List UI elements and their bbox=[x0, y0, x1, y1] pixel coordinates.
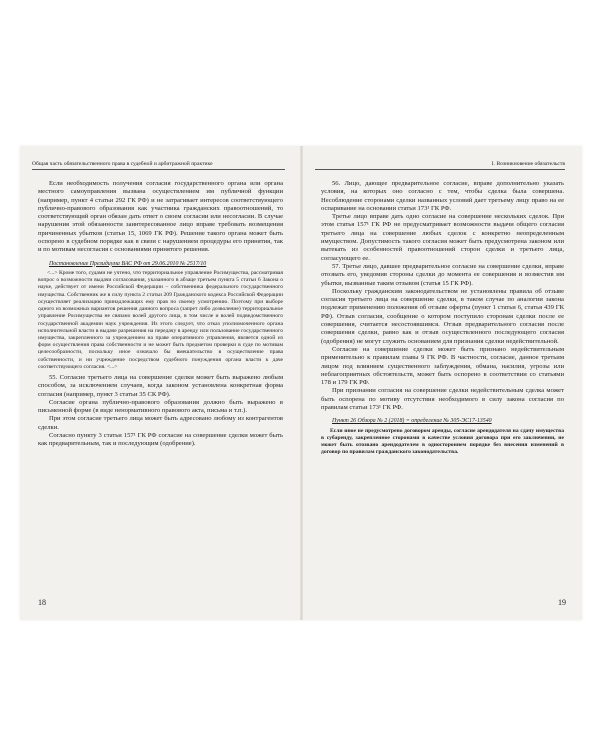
left-running-head: Общая часть обязательственного права в судебной и арбитражной практике bbox=[32, 160, 285, 170]
right-paragraph: Согласие на совершение сделки может быть признано недействительным применительно к правилам главы 9 ГК РФ. В частности, согласие, данное третьим лицом под влиянием существенного заблуждения, обмана, насилия, угрозы или неблагоприятных обстоятельств, может быть оспорено в соответствии со статьями 178 и 179 ГК РФ. bbox=[321, 345, 564, 387]
right-page-number: 19 bbox=[558, 598, 566, 607]
right-citation: Пункт 26 Обзора № 2 (2018) = определение № 305-ЭС17-13540 bbox=[332, 418, 492, 425]
left-citation: Постановление Президиума ВАС РФ от 29.06.2010 № 2517/10 bbox=[49, 260, 207, 267]
right-paragraph-57: 57. Третье лицо, давшее предварительное согласие на совершение сделки, вправе отозвать его, уведомив стороны сделки до момента ее совершения и возместив им убытки, вызванные таким отзывом (статья 15 ГК РФ). bbox=[321, 262, 564, 287]
left-paragraph-55: 55. Согласие третьего лица на совершение сделки может быть выражено любым способом, за исключением случаев, когда законом установлена конкретная форма согласия (например, пункт 3 статьи 35 СК РФ). bbox=[38, 373, 283, 398]
right-page bbox=[303, 146, 582, 620]
left-paragraph: Согласно пункту 3 статьи 157¹ ГК РФ согласие на совершение сделки может быть как предварительным, так и последующим (одобрение). bbox=[38, 432, 283, 448]
right-running-head: I. Возникновение обязательств bbox=[315, 160, 565, 170]
right-paragraph: При признании согласия на совершение сделки недействительным сделка может быть оспорена по мотиву отсутствия необходимого в силу закона согласия по правилам статьи 173¹ ГК РФ. bbox=[321, 387, 564, 412]
left-page-number: 18 bbox=[38, 598, 46, 607]
left-paragraph: Согласие органа публично-правового образования должно быть выражено в письменной форме (в виде ненормативного правового акта, письма и т.п.). bbox=[38, 398, 283, 415]
left-quote: <...> Кроме того, судами не учтено, что территориальное управление Росимущества, рассматривая вопрос о возможности выдачи согласования, указанного в абзаце третьем пункта 5 статьи 6 Закона о науке, действует от имени Российской Федерации – собственника федерального государственного имущества. Собственник же в силу пункта 2 статьи 209 Гражданского кодекса Российской Федерации осуществляет реализацию принадлежащих ему прав по своему усмотрению. Поэтому при выборе одного из возможных вариантов решения данного вопроса (запрет либо дозволение) территориальное управление Росимущества не связано волей другого лица, в том числе и волей подведомственного государственной академии наук учреждения. Из этого следует, что отказ уполномоченного органа исполнительной власти в выдаче разрешения на передачу в аренду или пользование государственного имущества, закрепленного за учреждением на праве оперативного управления, является одной из форм осуществления права собственности и не может быть предметом проверки в суде по мотивам целесообразности, поскольку иное означало бы вмешательство в осуществление права собственности, и ни учреждение посредством судебного понуждения органа власти к даче соответствующего согласия. <...> bbox=[38, 270, 283, 370]
right-bold-quote: Если иное не предусмотрено договором аренды, согласие арендодателя на сдачу имущества в субаренду, закрепленное сторонами в качестве условия договора при его заключении, не может быть отозвано арендодателем в одностороннем порядке без внесения изменений в договор по правилам гражданского законодательства. bbox=[321, 427, 564, 456]
left-page-content bbox=[38, 180, 283, 449]
book-spread bbox=[20, 146, 582, 620]
left-paragraph: При этом согласие третьего лица может быть адресовано любому из контрагентов сделки. bbox=[38, 415, 283, 431]
right-paragraph: Третье лицо вправе дать одно согласие на совершение нескольких сделок. При этом статья 157¹ ГК РФ не предусматривает возможности выдачи общего согласия третьего лица на совершение любых сделок с конкретно неопределенным имуществом. Допустимость такого согласия может быть предусмотрена законом или вытекать из особенностей правоотношений сторон сделки и третьего лица, согласующего ее. bbox=[321, 213, 564, 262]
right-paragraph: Поскольку гражданским законодательством не установлены правила об отзыве согласия третьего лица на совершение сделки, в таком случае по аналогии закона подлежат применению положения об отзыве оферты (пункт 1 статьи 6, статья 439 ГК РФ). Отзыв согласия, сообщение о котором поступило сторонам сделки после ее совершения, считается несостоявшимся. Отзыв предварительного согласия после совершения сделки, равно как и отзыв осуществленного последующего согласия (одобрения) не могут служить основанием для признания сделки недействительной. bbox=[321, 287, 564, 345]
left-paragraph: Если необходимость получения согласия государственного органа или органа местного самоуправления вызвана осуществлением им публичной функции (например, пункт 4 статьи 292 ГК РФ) и не затрагивает интересов соответствующего публично-правового образования как участника гражданских правоотношений, то соответствующий орган обязан дать ответ о своем согласии или несогласии. В случае нарушения этой обязанности заинтересованное лицо вправе требовать возмещения причиненных убытков (статьи 15, 1069 ГК РФ). Решение такого органа может быть оспорено в судебном порядке как в связи с нарушением процедуры его принятия, так и по мотивам несогласия с основаниями принятого решения. bbox=[38, 180, 283, 254]
left-page bbox=[20, 146, 300, 620]
right-paragraph-56: 56. Лицо, дающее предварительное согласие, вправе дополнительно указать условия, на которых оно согласно с тем, чтобы сделка была совершена. Несоблюдение сторонами сделки названных условий дает третьему лицу право на ее оспаривание на основании статьи 173¹ ГК РФ. bbox=[321, 180, 564, 212]
right-page-content bbox=[321, 180, 564, 457]
